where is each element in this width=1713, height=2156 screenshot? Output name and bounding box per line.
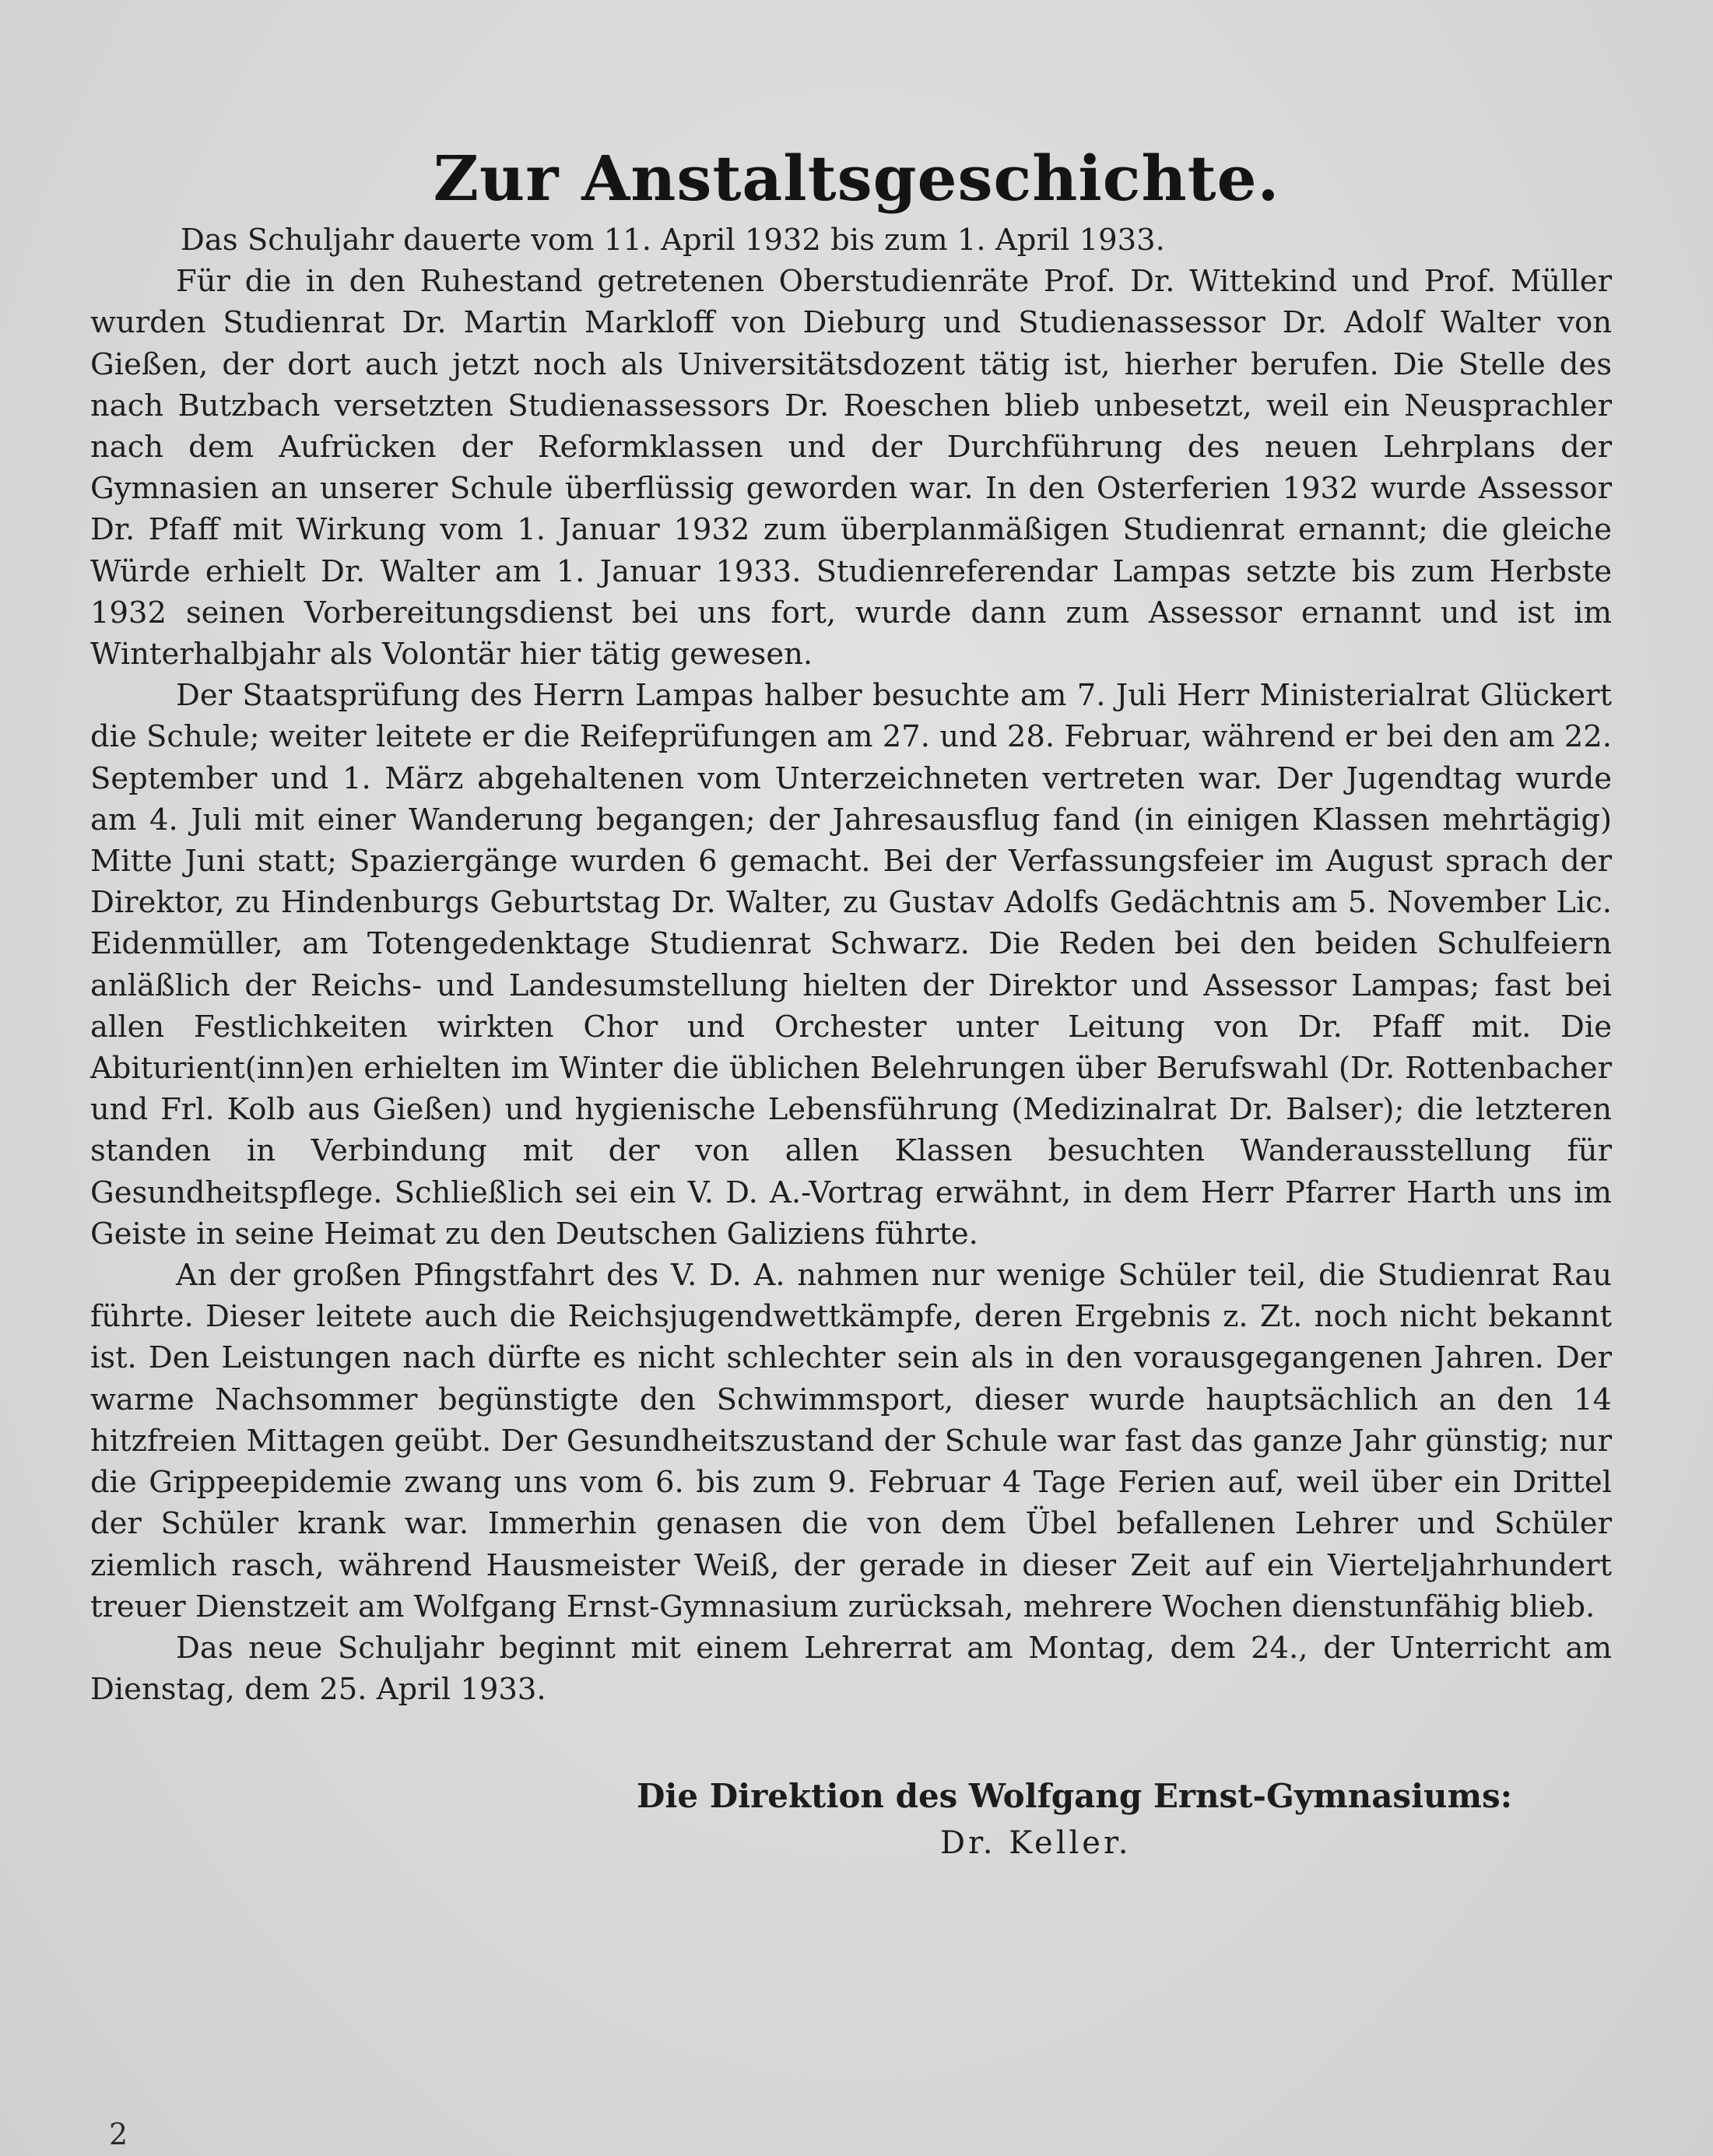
signature-institution: Die Direktion des Wolfgang Ernst-Gymnasiums: (637, 1777, 1513, 1815)
paragraph-school-year: Das Schuljahr dauerte vom 11. April 1932 bis zum 1. April 1933. (181, 223, 1165, 258)
paragraph-staff-changes: Für die in den Ruhestand getretenen Oberstudienräte Prof. Dr. Wittekind und Prof. Müller wurden Studienrat Dr. Martin Markloff von Dieburg und Studienassessor Dr. Adolf Walter von Gießen, der dort auch jetzt noch als Universitätsdozent tätig ist, hierher berufen. Die Stelle des nach Butzbach versetzten Studienassessors Dr. Roeschen blieb unbesetzt, weil ein Neusprachler nach dem Aufrücken der Reformklassen und der Durchführung des neuen Lehrplans der Gymnasien an unserer Schule überflüssig geworden war. In den Osterferien 1932 wurde Assessor Dr. Pfaff mit Wirkung vom 1. Januar 1932 zum überplanmäßigen Studienrat ernannt; die gleiche Würde erhielt Dr. Walter am 1. Januar 1933. Studienreferendar Lampas setzte bis zum Herbste 1932 seinen Vorbereitungsdienst bei uns fort, wurde dann zum Assessor ernannt und ist im Winterhalbjahr als Volontär hier tätig gewesen. (90, 264, 1612, 672)
paragraph-sports-health: An der großen Pfingstfahrt des V. D. A. nahmen nur wenige Schüler teil, die Studienrat Rau führte. Dieser leitete auch die Reichsjugendwettkämpfe, deren Ergebnis z. Zt. noch nicht bekannt ist. Den Leistungen nach dürfte es nicht schlechter sein als in den vorausgegangenen Jahren. Der warme Nachsommer begünstigte den Schwimmsport, dieser wurde hauptsächlich an den 14 hitzfreien Mittagen geübt. Der Gesundheitszustand der Schule war fast das ganze Jahr günstig; nur die Grippeepidemie zwang uns vom 6. bis zum 9. Februar 4 Tage Ferien auf, weil über ein Drittel der Schüler krank war. Immerhin genasen die von dem Übel befallenen Lehrer und Schüler ziemlich rasch, während Hausmeister Weiß, der gerade in dieser Zeit auf ein Vierteljahrhundert treuer Dienstzeit am Wolfgang Ernst-Gymnasium zurücksah, mehrere Wochen dienstunfähig blieb. (90, 1258, 1612, 1624)
paragraph-events: Der Staatsprüfung des Herrn Lampas halber besuchte am 7. Juli Herr Ministerialrat Glückert die Schule; weiter leitete er die Reifeprüfungen am 27. und 28. Februar, während er bei den am 22. September und 1. März abgehaltenen vom Unterzeichneten vertreten war. Der Jugendtag wurde am 4. Juli mit einer Wanderung begangen; der Jahresausflug fand (in einigen Klassen mehrtägig) Mitte Juni statt; Spaziergänge wurden 6 gemacht. Bei der Verfassungsfeier im August sprach der Direktor, zu Hindenburgs Geburtstag Dr. Walter, zu Gustav Adolfs Gedächtnis am 5. November Lic. Eidenmüller, am Totengedenktage Studienrat Schwarz. Die Reden bei den beiden Schulfeiern anläßlich der Reichs- und Landesumstellung hielten der Direktor und Assessor Lampas; fast bei allen Festlichkeiten wirkten Chor und Orchester unter Leitung von Dr. Pfaff mit. Die Abiturient(inn)en erhielten im Winter die üblichen Belehrungen über Berufswahl (Dr. Rottenbacher und Frl. Kolb aus Gießen) und hygienische Lebensführung (Medizinalrat Dr. Balser); die letzteren standen in Verbindung mit der von allen Klassen besuchten Wanderausstellung für Gesundheitspflege. Schließlich sei ein V. D. A.-Vortrag erwähnt, in dem Herr Pfarrer Harth uns im Geiste in seine Heimat zu den Deutschen Galiziens führte. (90, 678, 1612, 1252)
signature-block (0, 1773, 1713, 1866)
page-number: 2 (109, 2117, 128, 2151)
paragraph-new-school-year: Das neue Schuljahr beginnt mit einem Lehrerrat am Montag, dem 24., der Unterricht am Dienstag, dem 25. April 1933. (90, 1630, 1612, 1708)
signature-name: Dr. Keller. (940, 1825, 1132, 1861)
body-text (90, 219, 1612, 1710)
page-title: Zur Anstaltsgeschichte. (433, 141, 1280, 215)
